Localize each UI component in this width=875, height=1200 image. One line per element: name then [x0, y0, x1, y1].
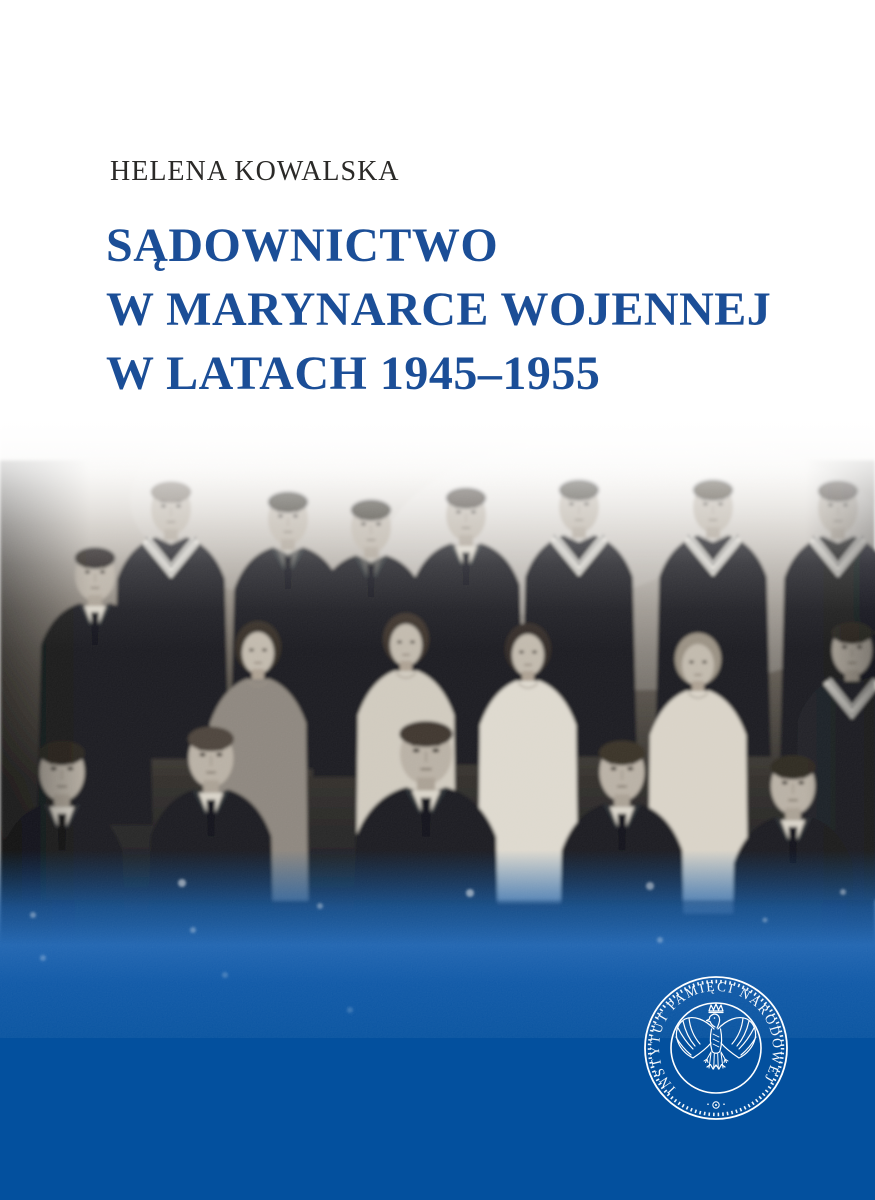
ipn-seal	[641, 973, 791, 1123]
seal-ring-text: INSTYTUT PAMIĘCI NARODOWEJ	[646, 978, 786, 1097]
title-line-2: W MARYNARCE WOJENNEJ	[106, 283, 772, 336]
book-title	[106, 214, 771, 406]
title-line-1: SĄDOWNICTWO	[106, 219, 499, 272]
author-name: HELENA KOWALSKA	[110, 156, 400, 187]
seal-bottom-ornament	[707, 1102, 725, 1108]
group-photo	[0, 400, 875, 1040]
seal-rings	[645, 977, 787, 1119]
title-line-3: W LATACH 1945–1955	[106, 347, 601, 400]
film-grain-overlay	[0, 400, 875, 1040]
